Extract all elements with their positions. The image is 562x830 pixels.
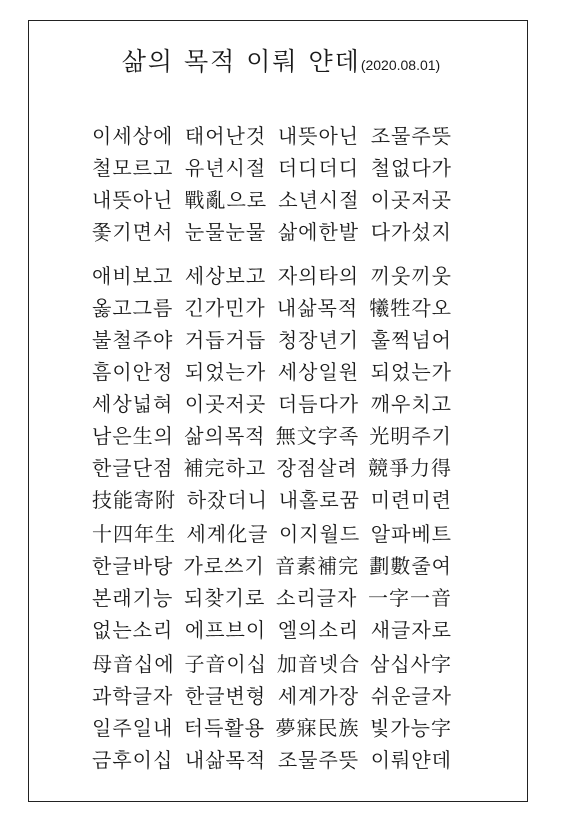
poem-word: 내뜻아닌 xyxy=(92,188,174,212)
poem-line xyxy=(92,292,452,324)
poem-word: 加音넷合 xyxy=(276,652,361,676)
poem-title xyxy=(0,42,562,78)
poem-word: 犧牲각오 xyxy=(369,296,452,320)
poem-word: 훌쩍넘어 xyxy=(370,328,452,352)
poem-word: 子音이십 xyxy=(184,652,268,676)
poem-line xyxy=(92,216,452,248)
poem-word: 補完하고 xyxy=(183,456,267,480)
poem-word: 되찾기로 xyxy=(184,586,266,610)
poem-word: 無文字족 xyxy=(275,424,360,448)
poem-word: 에프브이 xyxy=(184,618,267,642)
poem-word: 철모르고 xyxy=(92,156,174,180)
poem-word: 一字一音 xyxy=(368,586,452,610)
poem-word: 音素補完 xyxy=(275,554,360,578)
poem-word: 技能寄附 xyxy=(92,488,176,512)
poem-word: 夢寐民族 xyxy=(275,716,360,740)
poem-word: 쫓기면서 xyxy=(92,220,174,244)
poem-word: 소리글자 xyxy=(276,586,358,610)
poem-word: 한글변형 xyxy=(184,684,267,708)
poem-word: 쉬운글자 xyxy=(370,684,452,708)
poem-line xyxy=(92,452,452,484)
poem-word: 긴가민가 xyxy=(184,296,266,320)
poem-line xyxy=(92,648,452,680)
poem-word: 내삶목적 xyxy=(184,748,267,772)
poem-word: 애비보고 xyxy=(92,264,174,288)
poem-word: 母音십에 xyxy=(92,652,175,676)
poem-word: 戰亂으로 xyxy=(184,188,268,212)
poem-word: 불철주야 xyxy=(92,328,174,352)
poem-line xyxy=(92,420,452,452)
poem-word: 소년시절 xyxy=(278,188,360,212)
poem-word: 내홀로꿈 xyxy=(278,488,360,512)
poem-word: 본래기능 xyxy=(92,586,174,610)
poem-word: 하잤더니 xyxy=(186,488,268,512)
poem-word: 미련미련 xyxy=(370,488,452,512)
poem-word: 劃數줄여 xyxy=(369,554,452,578)
poem-word: 세계가장 xyxy=(277,684,360,708)
poem-line xyxy=(92,744,452,776)
poem-word: 세상넓혀 xyxy=(92,392,174,416)
poem-line xyxy=(92,324,452,356)
poem-word: 끼웃끼웃 xyxy=(370,264,452,288)
title-date: (2020.08.01) xyxy=(360,57,441,73)
poem-word: 금후이십 xyxy=(92,748,174,772)
poem-line xyxy=(92,152,452,184)
stanza xyxy=(92,388,452,516)
poem-line xyxy=(92,582,452,614)
stanza xyxy=(92,518,452,646)
poem-word: 十四年生 xyxy=(92,522,176,546)
poem-word: 옳고그름 xyxy=(92,296,174,320)
poem-word: 競爭力得 xyxy=(368,456,452,480)
poem-word: 자의타의 xyxy=(277,264,360,288)
poem-word: 내뜻아닌 xyxy=(277,124,360,148)
stanza xyxy=(92,120,452,248)
poem-word: 삶의목적 xyxy=(184,424,266,448)
poem-word: 세상보고 xyxy=(184,264,267,288)
poem-word: 청장년기 xyxy=(277,328,360,352)
poem-word: 철없다가 xyxy=(370,156,452,180)
poem-word: 더듬다가 xyxy=(277,392,360,416)
title-text: 삶의 목적 이뤄 얀데 xyxy=(121,47,361,76)
poem-word: 과학글자 xyxy=(92,684,174,708)
poem-word: 이뤄얀데 xyxy=(370,748,452,772)
poem-word: 光明주기 xyxy=(369,424,452,448)
poem-word: 조물주뜻 xyxy=(370,124,452,148)
poem-line xyxy=(92,184,452,216)
poem-word: 유년시절 xyxy=(184,156,267,180)
stanza xyxy=(92,648,452,776)
poem-word: 빛가능字 xyxy=(370,716,452,740)
poem-word: 새글자로 xyxy=(370,618,452,642)
poem-word: 이곳저곳 xyxy=(184,392,267,416)
poem-word: 다가섰지 xyxy=(370,220,452,244)
poem-word: 삶에한발 xyxy=(277,220,360,244)
poem-word: 엘의소리 xyxy=(277,618,360,642)
poem-word: 조물주뜻 xyxy=(277,748,360,772)
poem-word: 이곳저곳 xyxy=(370,188,452,212)
poem-line xyxy=(92,120,452,152)
poem-word: 한글바탕 xyxy=(92,554,174,578)
poem-line xyxy=(92,260,452,292)
poem-line xyxy=(92,484,452,516)
poem-word: 태어난것 xyxy=(184,124,267,148)
poem-line xyxy=(92,614,452,646)
poem-line xyxy=(92,518,452,550)
poem-word: 일주일내 xyxy=(92,716,174,740)
poem-word: 가로쓰기 xyxy=(183,554,265,578)
poem-line xyxy=(92,680,452,712)
poem-word: 한글단점 xyxy=(92,456,174,480)
poem-word: 깨우치고 xyxy=(370,392,452,416)
poem-word: 삼십사字 xyxy=(370,652,452,676)
poem-word: 더디더디 xyxy=(277,156,360,180)
poem-line xyxy=(92,388,452,420)
poem-line xyxy=(92,356,452,388)
poem-word: 알파베트 xyxy=(370,522,452,546)
poem-word: 터득활용 xyxy=(183,716,266,740)
poem-word: 이세상에 xyxy=(92,124,174,148)
poem-word: 내삶목적 xyxy=(276,296,359,320)
poem-word: 장점살려 xyxy=(276,456,358,480)
poem-word: 되었는가 xyxy=(370,360,452,384)
stanza xyxy=(92,260,452,388)
poem-word: 거듭거듭 xyxy=(184,328,267,352)
poem-word: 남은生의 xyxy=(92,424,174,448)
poem-word: 이지월드 xyxy=(278,522,361,546)
poem-line xyxy=(92,550,452,582)
poem-word: 되었는가 xyxy=(184,360,267,384)
poem-word: 흠이안정 xyxy=(92,360,174,384)
poem-word: 없는소리 xyxy=(92,618,174,642)
poem-word: 세상일원 xyxy=(277,360,360,384)
poem-line xyxy=(92,712,452,744)
poem-word: 눈물눈물 xyxy=(184,220,267,244)
poem-word: 세계化글 xyxy=(186,522,269,546)
